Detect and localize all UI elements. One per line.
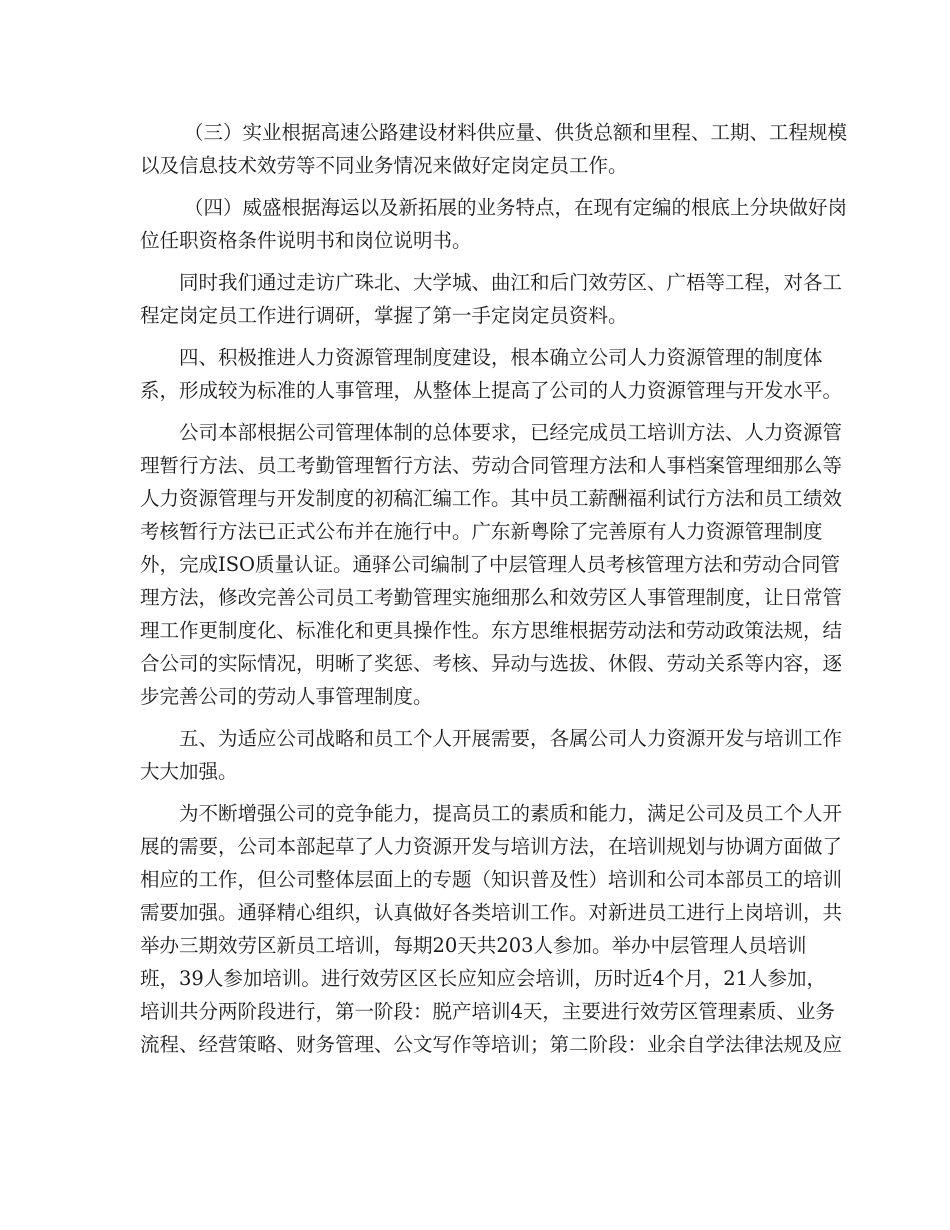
text-line: 位任职资格条件说明书和岗位说明书。	[140, 229, 472, 252]
text-line: 程定岗定员工作进行调研，掌握了第一手定岗定员资料。	[140, 304, 628, 327]
text-line: 需要加强。通驿精心组织，认真做好各类培训工作。对新进员工进行上岗培训，共	[140, 901, 843, 924]
text-line: 展的需要，公司本部起草了人力资源开发与培训方法，在培训规划与协调方面做了	[140, 835, 843, 858]
text-line: 系，形成较为标准的人事管理，从整体上提高了公司的人力资源管理与开发水平。	[140, 379, 843, 402]
text-line: 理方法，修改完善公司员工考勤管理实施细那么和效劳区人事管理制度，让日常管	[140, 586, 843, 609]
text-line: 培训共分两阶段进行，第一阶段：脱产培训4天，主要进行效劳区管理素质、业务	[140, 1000, 835, 1023]
paragraph-2	[140, 191, 848, 257]
paragraph-7	[140, 797, 843, 1061]
text-line: 相应的工作，但公司整体层面上的专题（知识普及性）培训和公司本部员工的培训	[140, 868, 843, 891]
text-line: 理暂行方法、员工考勤管理暂行方法、劳动合同管理方法和人事档案管理细那么等	[140, 454, 843, 477]
text-line: 大大加强。	[140, 760, 238, 783]
text-line: 以及信息技术效劳等不同业务情况来做好定岗定员工作。	[140, 154, 628, 177]
text-line: 考核暂行方法已正式公布并在施行中。广东新粤除了完善原有人力资源管理制度	[140, 520, 823, 543]
text-line: 五、为适应公司战略和员工个人开展需要，各属公司人力资源开发与培训工作	[179, 727, 843, 750]
text-line: 四、积极推进人力资源管理制度建设，根本确立公司人力资源管理的制度体	[179, 346, 823, 369]
document-body	[140, 116, 848, 1061]
paragraph-5	[140, 416, 843, 713]
paragraph-3	[140, 266, 843, 332]
text-line: 公司本部根据公司管理体制的总体要求，已经完成员工培训方法、人力资源管	[179, 421, 843, 444]
text-line: （三）实业根据高速公路建设材料供应量、供货总额和里程、工期、工程规模	[184, 121, 848, 144]
text-line: 班，39人参加培训。进行效劳区区长应知应会培训，历时近4个月，21人参加，	[140, 967, 827, 990]
paragraph-4	[140, 341, 843, 407]
text-line: 理工作更制度化、标准化和更具操作性。东方思维根据劳动法和劳动政策法规，结	[140, 619, 843, 642]
text-line: （四）威盛根据海运以及新拓展的业务特点，在现有定编的根底上分块做好岗	[184, 196, 848, 219]
text-line: 人力资源管理与开发制度的初稿汇编工作。其中员工薪酬福利试行方法和员工绩效	[140, 487, 843, 510]
text-line: 步完善公司的劳动人事管理制度。	[140, 685, 433, 708]
text-line: 为不断增强公司的竞争能力，提高员工的素质和能力，满足公司及员工个人开	[179, 802, 843, 825]
text-line: 举办三期效劳区新员工培训，每期20天共203人参加。举办中层管理人员培训	[140, 934, 807, 957]
text-line: 流程、经营策略、财务管理、公文写作等培训；第二阶段：业余自学法律法规及应	[140, 1033, 843, 1056]
text-line: 同时我们通过走访广珠北、大学城、曲江和后门效劳区、广梧等工程，对各工	[179, 271, 843, 294]
text-line: 合公司的实际情况，明晰了奖惩、考核、异动与选拔、休假、劳动关系等内容，逐	[140, 652, 843, 675]
text-line: 外，完成ISO质量认证。通驿公司编制了中层管理人员考核管理方法和劳动合同管	[140, 553, 841, 576]
paragraph-6	[140, 722, 843, 788]
paragraph-1	[140, 116, 848, 182]
